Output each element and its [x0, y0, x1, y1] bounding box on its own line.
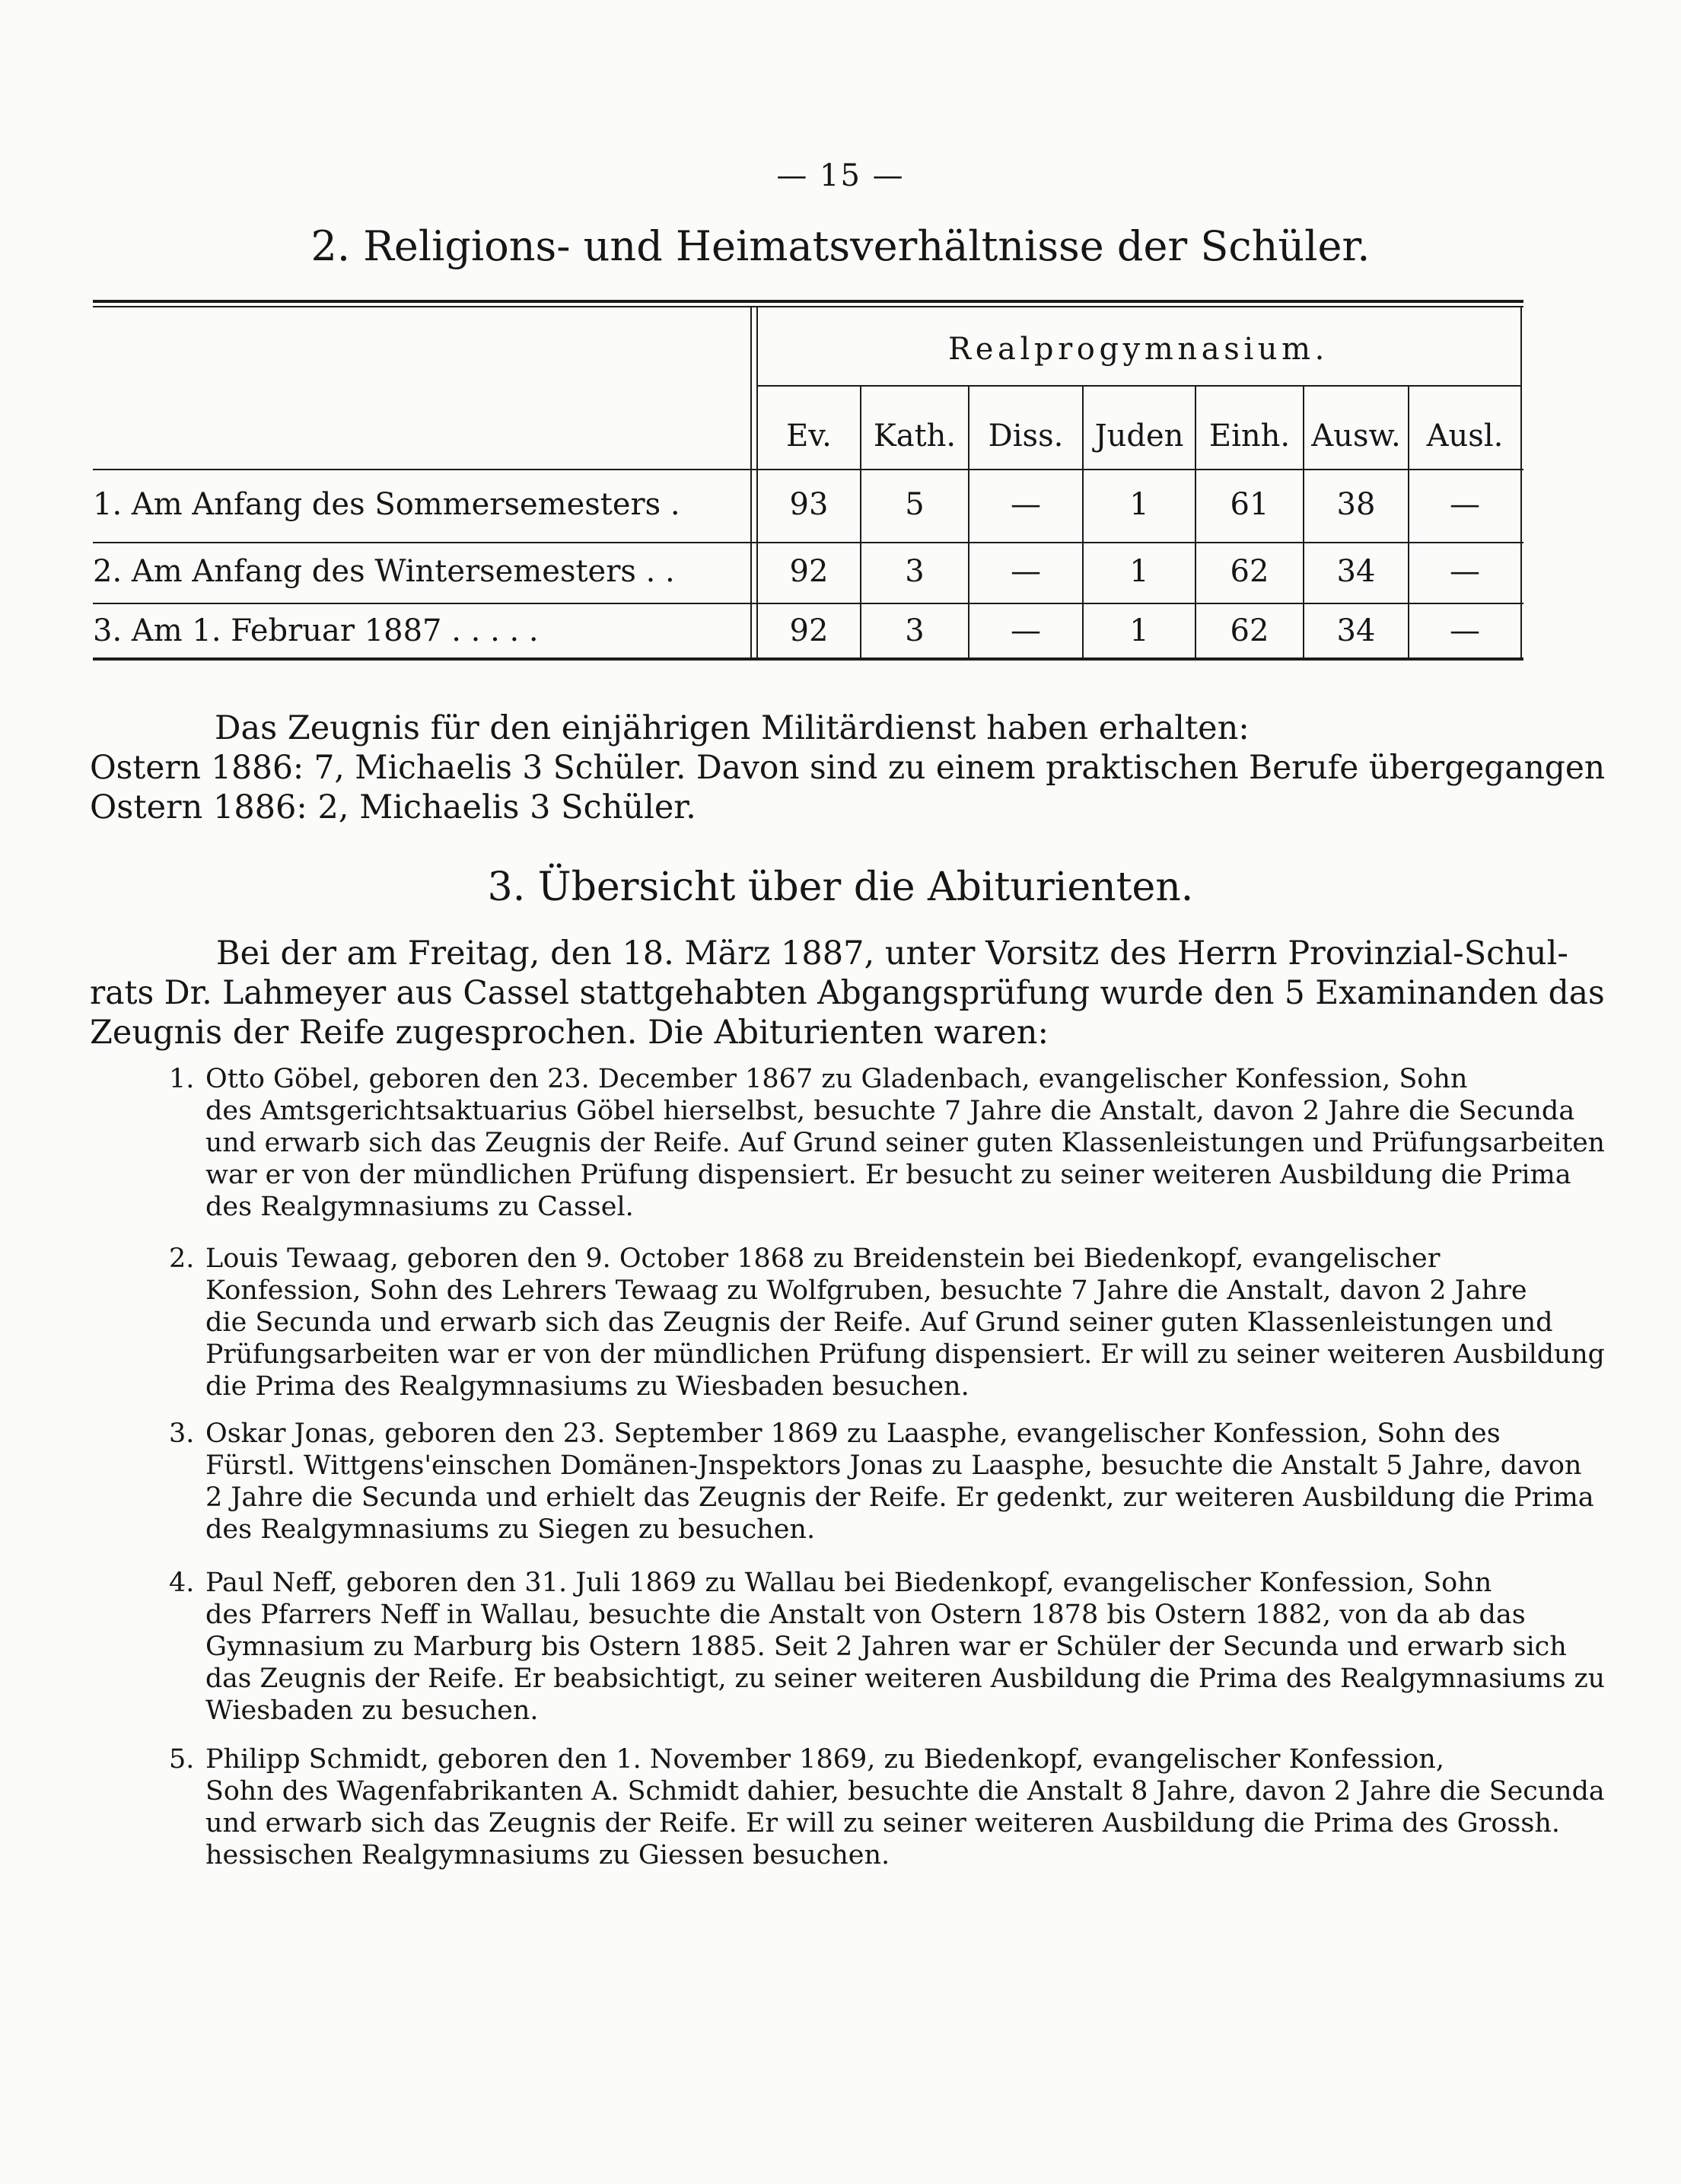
military-intro: Das Zeugnis für den einjährigen Militärdienst haben erhalten:	[215, 709, 1250, 747]
entry-line: Fürstl. Wittgens'einschen Domänen-Jnspektors Jonas zu Laasphe, besuchte die Anstalt 5 Jahre, davon	[205, 1450, 1582, 1481]
entry-line: Sohn des Wagenfabrikanten A. Schmidt dahier, besuchte die Anstalt 8 Jahre, davon 2 Jahre die Secunda	[205, 1776, 1605, 1807]
table-cell: 5	[905, 487, 925, 522]
entry-line: und erwarb sich das Zeugnis der Reife. Er will zu seiner weiteren Ausbildung die Prima des Grossh.	[205, 1808, 1561, 1839]
table-cell: —	[1011, 487, 1041, 522]
table-cell: 1	[1129, 487, 1149, 522]
entry-line: Wiesbaden zu besuchen.	[205, 1695, 539, 1726]
row-label: 1. Am Anfang des Sommersemesters .	[93, 487, 680, 522]
column-header-ausw: Ausw.	[1311, 419, 1401, 454]
entry-line: das Zeugnis der Reife. Er beabsichtigt, zu seiner weiteren Ausbildung die Prima des Realgymnasiums zu	[205, 1663, 1605, 1694]
entry-line: 2 Jahre die Secunda und erhielt das Zeugnis der Reife. Er gedenkt, zur weiteren Ausbildung die Prima	[205, 1482, 1594, 1513]
table-cell: 93	[789, 487, 829, 522]
entry-line: des Realgymnasiums zu Siegen zu besuchen.	[205, 1514, 816, 1545]
table-cell: 38	[1336, 487, 1376, 522]
entry-number: 2.	[169, 1243, 195, 1274]
entry-line: Paul Neff, geboren den 31. Juli 1869 zu Wallau bei Biedenkopf, evangelischer Konfession, Sohn	[205, 1568, 1492, 1598]
entry-line: hessischen Realgymnasiums zu Giessen besuchen.	[205, 1840, 890, 1870]
column-header-ev: Ev.	[786, 419, 832, 454]
table-cell: 92	[789, 554, 829, 589]
column-header-einh: Einh.	[1208, 419, 1291, 454]
entry-line: des Amtsgerichtsaktuarius Göbel hierselbst, besuchte 7 Jahre die Anstalt, davon 2 Jahre die Secunda	[205, 1096, 1575, 1126]
row-label: 2. Am Anfang des Wintersemesters . .	[93, 554, 675, 589]
entry-number: 4.	[169, 1568, 195, 1598]
entry-line: Philipp Schmidt, geboren den 1. November 1869, zu Biedenkopf, evangelischer Konfession,	[205, 1744, 1444, 1775]
military-line: Ostern 1886: 2, Michaelis 3 Schüler.	[90, 788, 696, 826]
column-header-diss: Diss.	[988, 419, 1064, 454]
section-3-title: 3. Übersicht über die Abiturienten.	[487, 864, 1194, 910]
group-header: Realprogymnasium.	[948, 332, 1329, 367]
table-top-rule	[93, 300, 1523, 303]
table-cell: 62	[1230, 613, 1269, 648]
row-rule	[93, 542, 1523, 543]
entry-number: 3.	[169, 1418, 195, 1449]
intro-line: rats Dr. Lahmeyer aus Cassel stattgehabten Abgangsprüfung wurde den 5 Examinanden das	[90, 974, 1605, 1012]
entry-line: Oskar Jonas, geboren den 23. September 1869 zu Laasphe, evangelischer Konfession, Sohn des	[205, 1418, 1501, 1449]
table-bottom-rule	[93, 657, 1523, 661]
entry-line: Gymnasium zu Marburg bis Ostern 1885. Seit 2 Jahren war er Schüler der Secunda und erwarb sich	[205, 1632, 1567, 1662]
military-line: Ostern 1886: 7, Michaelis 3 Schüler. Davon sind zu einem praktischen Berufe übergegangen	[90, 749, 1606, 787]
table-cell: —	[1011, 554, 1041, 589]
entry-line: Otto Göbel, geboren den 23. December 1867 zu Gladenbach, evangelischer Konfession, Sohn	[205, 1064, 1468, 1094]
entry-line: war er von der mündlichen Prüfung dispensiert. Er besucht zu seiner weiteren Ausbildung die Prima	[205, 1160, 1571, 1190]
table-cell: —	[1450, 613, 1480, 648]
table-cell: 1	[1129, 613, 1149, 648]
table-top-rule-thin	[93, 306, 1523, 307]
entry-line: und erwarb sich das Zeugnis der Reife. Auf Grund seiner guten Klassenleistungen und Prüfungsarbeiten	[205, 1128, 1605, 1158]
intro-line: Bei der am Freitag, den 18. März 1887, unter Vorsitz des Herrn Provinzial-Schul-	[216, 934, 1568, 973]
entry-line: Louis Tewaag, geboren den 9. October 1868 zu Breidenstein bei Biedenkopf, evangelischer	[205, 1243, 1441, 1274]
table-cell: 3	[905, 554, 925, 589]
header-rule	[756, 385, 1522, 387]
row-label: 3. Am 1. Februar 1887 . . . . .	[93, 613, 539, 648]
table-cell: 3	[905, 613, 925, 648]
table-cell: —	[1011, 613, 1041, 648]
entry-line: Konfession, Sohn des Lehrers Tewaag zu Wolfgruben, besuchte 7 Jahre die Anstalt, davon 2 Jahre	[205, 1275, 1527, 1306]
table-cell: 34	[1336, 554, 1376, 589]
entry-number: 5.	[169, 1744, 195, 1775]
column-header-ausl: Ausl.	[1426, 419, 1504, 454]
entry-line: Prüfungsarbeiten war er von der mündlichen Prüfung dispensiert. Er will zu seiner weiteren Ausbildung	[205, 1339, 1605, 1370]
page-number: — 15 —	[776, 158, 905, 193]
table-divider	[1520, 307, 1522, 659]
religion-table	[93, 300, 1523, 665]
entry-line: die Secunda und erwarb sich das Zeugnis der Reife. Auf Grund seiner guten Klassenleistungen und	[205, 1307, 1553, 1338]
entry-number: 1.	[169, 1064, 195, 1094]
table-cell: 34	[1336, 613, 1376, 648]
table-cell: —	[1450, 487, 1480, 522]
column-header-juden: Juden	[1094, 419, 1184, 454]
table-cell: 1	[1129, 554, 1149, 589]
entry-line: die Prima des Realgymnasiums zu Wiesbaden besuchen.	[205, 1371, 969, 1402]
header-bottom-rule	[93, 469, 1523, 470]
entry-line: des Pfarrers Neff in Wallau, besuchte die Anstalt von Ostern 1878 bis Ostern 1882, von da ab das	[205, 1600, 1526, 1630]
table-cell: 61	[1230, 487, 1269, 522]
table-cell: 92	[789, 613, 829, 648]
intro-line: Zeugnis der Reife zugesprochen. Die Abiturienten waren:	[90, 1014, 1049, 1052]
table-divider	[750, 307, 752, 659]
row-rule	[93, 603, 1523, 604]
column-header-kath: Kath.	[873, 419, 957, 454]
section-2-title: 2. Religions- und Heimatsverhältnisse der Schüler.	[310, 222, 1371, 270]
table-cell: —	[1450, 554, 1480, 589]
entry-line: des Realgymnasiums zu Cassel.	[205, 1192, 634, 1222]
table-cell: 62	[1230, 554, 1269, 589]
